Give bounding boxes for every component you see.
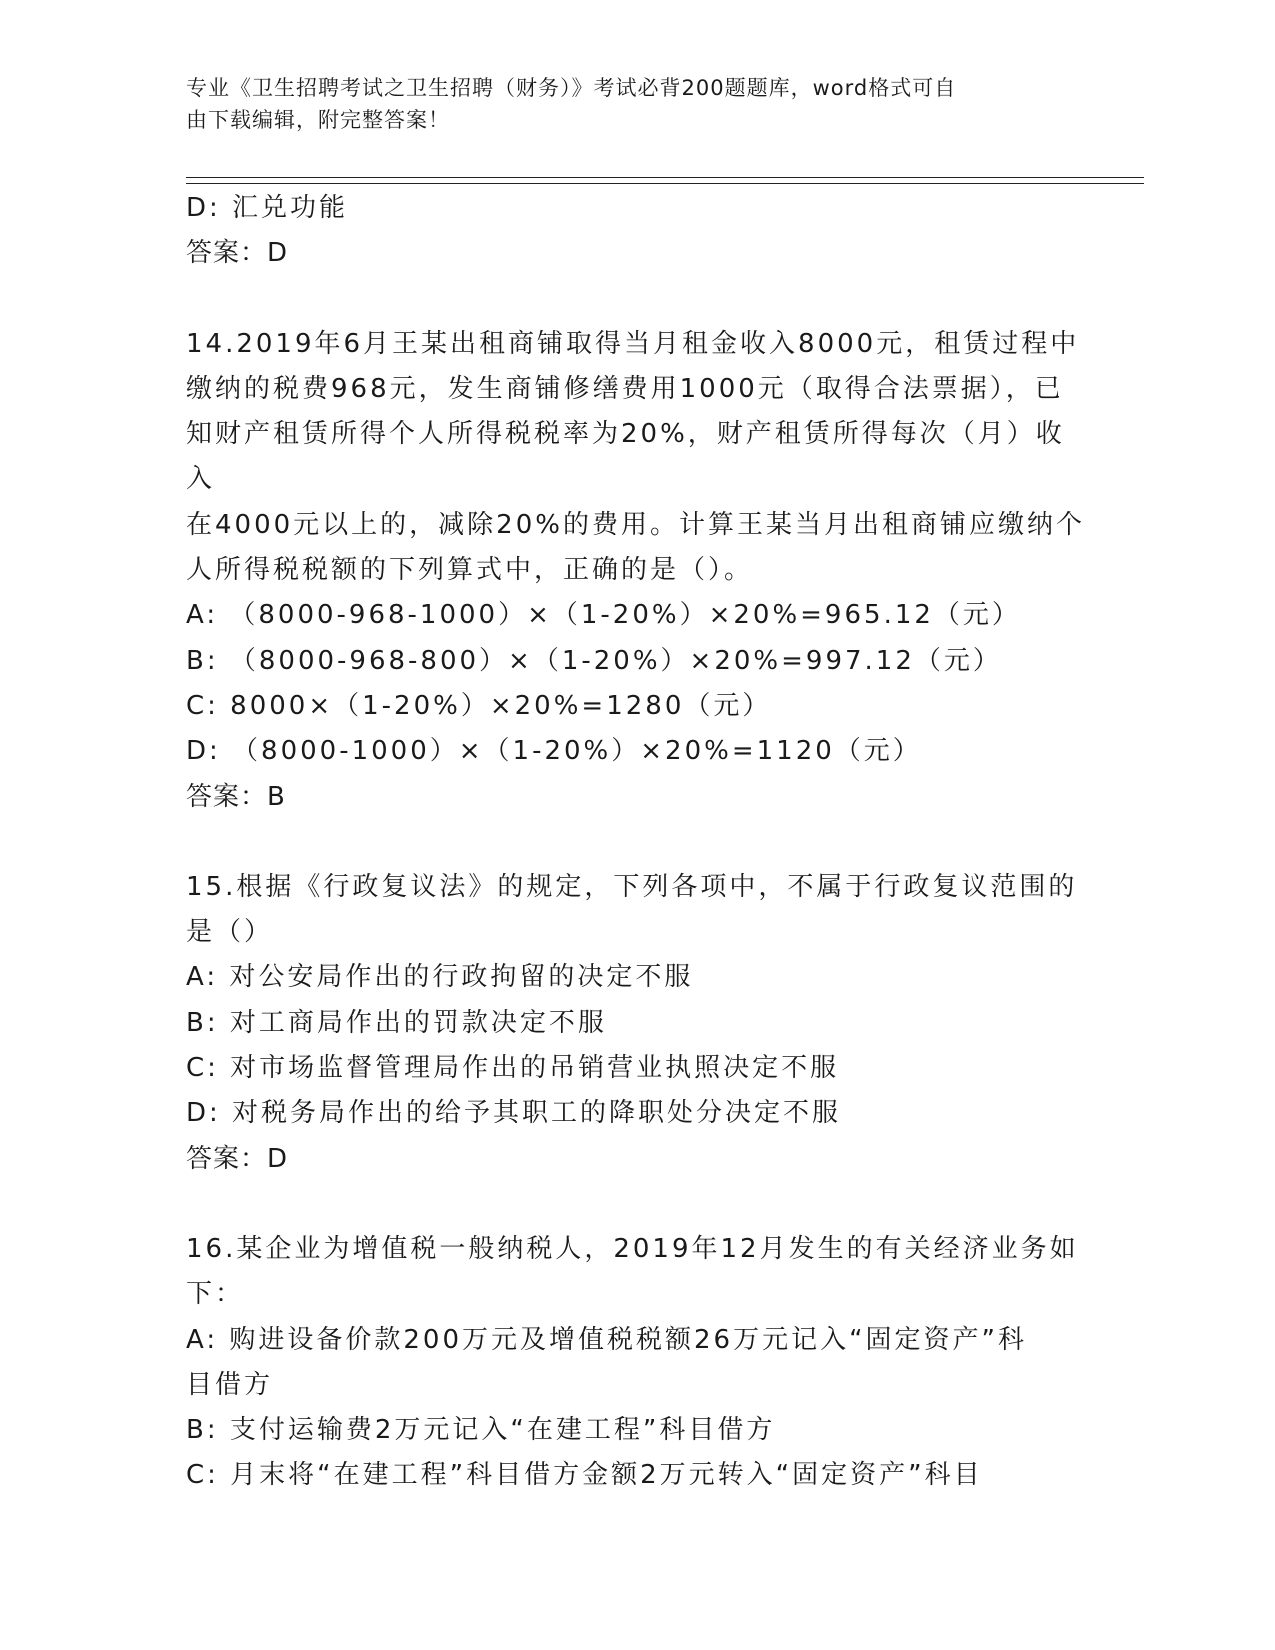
option-b: B: （8000-968-800）×（1-20%）×20%=997.12（元） (186, 645, 1002, 676)
option-c: C: 对市场监督管理局作出的吊销营业执照决定不服 (186, 1053, 840, 1084)
spacer (186, 277, 1086, 322)
option-c: C: 月末将“在建工程”科目借方金额2万元转入“固定资产”科目 (186, 1460, 983, 1491)
question-stem-line: 15.根据《行政复议法》的规定，下列各项中，不属于行政复议范围的 (186, 871, 1078, 902)
spacer (186, 820, 1086, 865)
header-divider-bottom (186, 183, 1144, 184)
question-15 (186, 865, 1086, 1182)
option-a-line: A: 购进设备价款200万元及增值税税额26万元记入“固定资产”科 (186, 1324, 1028, 1355)
question-16 (186, 1227, 1086, 1499)
answer: 答案：B (186, 781, 286, 812)
question-stem-line: 在4000元以上的，减除20%的费用。计算王某当月出租商铺应缴纳个 (186, 509, 1085, 540)
question-stem-line: 知财产租赁所得个人所得税税率为20%，财产租赁所得每次（月）收入 (186, 419, 1065, 495)
option-d: D: 汇兑功能 (186, 193, 349, 223)
question-14 (186, 322, 1086, 820)
question-stem-line: 下： (186, 1279, 245, 1310)
option-b: B: 支付运输费2万元记入“在建工程”科目借方 (186, 1415, 776, 1446)
header-divider-top (186, 177, 1144, 178)
answer: 答案：D (186, 1143, 289, 1174)
document-body (186, 186, 1086, 1499)
option-d: D: 对税务局作出的给予其职工的降职处分决定不服 (186, 1098, 842, 1129)
option-d: D: （8000-1000）×（1-20%）×20%=1120（元） (186, 736, 922, 767)
answer: 答案：D (186, 238, 289, 269)
question-stem-line: 14.2019年6月王某出租商铺取得当月租金收入8000元，租赁过程中 (186, 328, 1080, 359)
question-stem-line: 16.某企业为增值税一般纳税人，2019年12月发生的有关经济业务如 (186, 1233, 1079, 1264)
header-line-2: 由下载编辑，附完整答案！ (186, 108, 450, 132)
question-stem-line: 是（） (186, 917, 274, 948)
option-b: B: 对工商局作出的罚款决定不服 (186, 1007, 607, 1038)
option-a: A: 对公安局作出的行政拘留的决定不服 (186, 962, 694, 993)
question-13-tail (186, 186, 1086, 277)
option-a-line: 目借方 (186, 1369, 274, 1400)
question-stem-line: 人所得税税额的下列算式中，正确的是（）。 (186, 555, 754, 586)
spacer (186, 1182, 1086, 1227)
question-stem-line: 缴纳的税费968元，发生商铺修缮费用1000元（取得合法票据），已 (186, 373, 1064, 404)
option-a: A: （8000-968-1000）×（1-20%）×20%=965.12（元） (186, 600, 1021, 631)
document-header (186, 72, 1086, 136)
header-line-1: 专业《卫生招聘考试之卫生招聘（财务）》考试必背200题题库，word格式可自 (186, 76, 957, 100)
option-c: C: 8000×（1-20%）×20%=1280（元） (186, 690, 772, 721)
